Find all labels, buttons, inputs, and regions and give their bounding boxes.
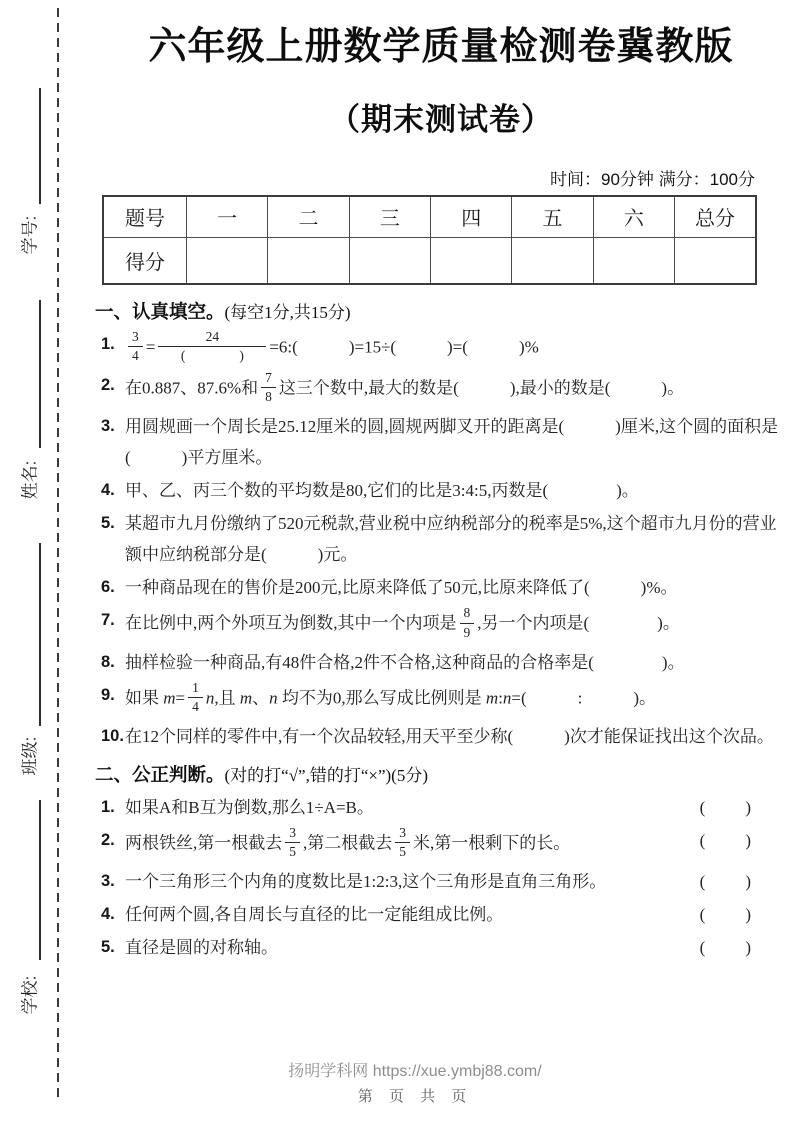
question-text-segment: 直径是圆的对称轴。 bbox=[125, 938, 278, 958]
fraction: $\frac{24}{( )}$ bbox=[158, 329, 266, 364]
question-text bbox=[125, 866, 690, 897]
question-text-segment: 在12个同样的零件中,有一个次品较轻,用天平至少称( )次才能保证找出这个次品。 bbox=[125, 727, 774, 747]
question-row bbox=[101, 825, 787, 864]
fraction: $\frac{8}{9}$ bbox=[460, 605, 475, 640]
question-row bbox=[101, 721, 787, 752]
question-text-segment: m bbox=[485, 688, 499, 708]
question-text-segment: = bbox=[175, 688, 186, 708]
question-number: 5. bbox=[101, 514, 115, 533]
page-footer bbox=[95, 1058, 735, 1106]
question-text-segment: 任何两个圆,各自周长与直径的比一定能组成比例。 bbox=[125, 905, 504, 925]
question-text-segment: = bbox=[145, 337, 156, 357]
question-text-segment: n bbox=[502, 688, 512, 708]
question-row bbox=[101, 792, 787, 823]
school-write-line bbox=[39, 800, 41, 960]
score-table-header-cell: 题号 bbox=[103, 196, 187, 238]
question-text-segment: 均不为0,那么写成比例则是 bbox=[277, 688, 486, 708]
score-table-block bbox=[102, 165, 757, 285]
exam-time-score-info: 时间：90分钟 满分：100分 bbox=[550, 169, 755, 189]
student-number-write-line bbox=[39, 88, 41, 204]
question-number: 9. bbox=[101, 685, 115, 704]
question-text-segment: ,且 bbox=[214, 688, 240, 708]
score-table bbox=[102, 195, 757, 285]
question-text bbox=[125, 825, 690, 864]
question-sections bbox=[95, 299, 787, 964]
question-number: 1. bbox=[101, 797, 115, 816]
question-text-segment: 在0.887、87.6%和 bbox=[125, 378, 259, 398]
question-number: 6. bbox=[101, 578, 115, 597]
question-row bbox=[101, 411, 787, 473]
answer-bracket: ( ) bbox=[699, 830, 753, 850]
question-text-segment: ,第二根截去 bbox=[303, 833, 393, 853]
score-cell-empty bbox=[187, 237, 268, 284]
question-row bbox=[101, 475, 787, 506]
section-heading-note: (每空1分,共15分) bbox=[224, 302, 351, 322]
score-cell-empty bbox=[593, 237, 674, 284]
question-text-segment: =6:( )=15÷( )=( )% bbox=[269, 337, 539, 357]
question-number: 4. bbox=[101, 905, 115, 924]
question-text-segment: 一种商品现在的售价是200元,比原来降低了50元,比原来降低了( )%。 bbox=[125, 578, 678, 598]
score-table-header-cell: 总分 bbox=[675, 196, 756, 238]
question-text-segment: 米,第一根剩下的长。 bbox=[413, 833, 571, 853]
question-number: 10. bbox=[101, 727, 124, 746]
question-text-segment: 用圆规画一个周长是25.12厘米的圆,圆规两脚叉开的距离是( )厘米,这个圆的面积是( )平方厘米。 bbox=[125, 417, 779, 468]
question-row bbox=[101, 680, 787, 719]
question-row bbox=[101, 899, 787, 930]
question-text-segment: 这三个数中,最大的数是( ),最小的数是( )。 bbox=[278, 378, 685, 398]
question-text-segment: 甲、乙、丙三个数的平均数是80,它们的比是3:4:5,丙数是( )。 bbox=[125, 481, 639, 501]
score-cell-empty bbox=[675, 237, 756, 284]
question-text bbox=[125, 932, 690, 963]
question-number: 7. bbox=[101, 611, 115, 630]
score-table-header-cell: 五 bbox=[512, 196, 593, 238]
question-number: 8. bbox=[101, 652, 115, 671]
question-text-segment: =( : )。 bbox=[511, 688, 657, 708]
answer-bracket: ( ) bbox=[699, 872, 753, 892]
question-row bbox=[101, 932, 787, 963]
score-table-header-cell: 二 bbox=[268, 196, 349, 238]
question-text-segment: 、 bbox=[252, 688, 270, 708]
score-cell-empty bbox=[268, 237, 349, 284]
question-text bbox=[125, 605, 787, 644]
fold-dashed-line bbox=[57, 8, 59, 1098]
page-title: 六年级上册数学质量检测卷冀教版 bbox=[148, 26, 734, 68]
question-text bbox=[125, 572, 787, 603]
score-row-label: 得分 bbox=[103, 237, 187, 284]
question-row bbox=[101, 370, 787, 409]
question-number: 3. bbox=[101, 872, 115, 891]
fraction: $\frac{1}{4}$ bbox=[188, 680, 203, 715]
score-table-header-cell: 四 bbox=[431, 196, 512, 238]
question-text-segment: 在比例中,两个外项互为倒数,其中一个内项是 bbox=[125, 613, 457, 633]
footer-page-numbers: 第 页 共 页 bbox=[357, 1088, 473, 1105]
question-number: 2. bbox=[101, 830, 115, 849]
question-number: 2. bbox=[101, 375, 115, 394]
score-cell-empty bbox=[431, 237, 512, 284]
score-table-header-cell: 一 bbox=[187, 196, 268, 238]
question-row bbox=[101, 647, 787, 678]
name-write-line bbox=[39, 300, 41, 448]
question-text bbox=[125, 370, 787, 409]
name-label: 姓名: bbox=[20, 460, 40, 500]
question-text-segment: 如果 bbox=[125, 688, 164, 708]
question-text-segment: n bbox=[269, 688, 278, 708]
question-text bbox=[125, 647, 787, 678]
question-text bbox=[125, 899, 690, 930]
score-cell-empty bbox=[512, 237, 593, 284]
class-label: 班级: bbox=[20, 736, 40, 776]
answer-bracket: ( ) bbox=[699, 797, 753, 817]
question-row bbox=[101, 329, 787, 368]
question-number: 3. bbox=[101, 417, 115, 436]
fraction: $\frac{7}{8}$ bbox=[261, 370, 276, 405]
question-text-segment: 如果A和B互为倒数,那么1÷A=B。 bbox=[125, 797, 374, 817]
question-text bbox=[125, 721, 787, 752]
paper-content bbox=[95, 0, 787, 965]
footer-site-url: 扬明学科网 https://xue.ymbj88.com/ bbox=[288, 1063, 542, 1080]
question-text-segment: 某超市九月份缴纳了520元税款,营业税中应纳税部分的税率是5%,这个超市九月份的营业额中应纳税部分是( )元。 bbox=[125, 514, 777, 565]
fraction: $\frac{3}{5}$ bbox=[395, 825, 410, 860]
score-cell-empty bbox=[349, 237, 430, 284]
question-text-segment: 抽样检验一种商品,有48件合格,2件不合格,这种商品的合格率是( )。 bbox=[125, 652, 685, 672]
question-text-segment: ,另一个内项是( )。 bbox=[477, 613, 680, 633]
question-text-segment: 两根铁丝,第一根截去 bbox=[125, 833, 283, 853]
section-heading-title: 一、认真填空。 bbox=[95, 300, 225, 322]
page-subtitle: （期末测试卷） bbox=[329, 101, 553, 137]
question-number: 1. bbox=[101, 334, 115, 353]
question-text-segment: m bbox=[239, 688, 253, 708]
question-text bbox=[125, 411, 787, 473]
question-text bbox=[125, 680, 787, 719]
question-text-segment: m bbox=[163, 688, 176, 708]
section-heading-fill-blanks bbox=[95, 299, 787, 325]
question-row bbox=[101, 572, 787, 603]
class-write-line bbox=[39, 543, 41, 726]
question-row bbox=[101, 605, 787, 644]
question-text-segment: n bbox=[205, 688, 215, 708]
score-table-score-row bbox=[103, 237, 756, 284]
school-label: 学校: bbox=[20, 975, 40, 1015]
fraction: $\frac{3}{5}$ bbox=[285, 825, 300, 860]
section-heading-judge bbox=[95, 762, 787, 788]
question-number: 4. bbox=[101, 481, 115, 500]
question-text bbox=[125, 475, 787, 506]
binding-margin bbox=[0, 0, 95, 1122]
answer-bracket: ( ) bbox=[699, 905, 753, 925]
section-heading-note: (对的打“√”,错的打“×”)(5分) bbox=[224, 766, 429, 786]
question-text-segment: 一个三角形三个内角的度数比是1:2:3,这个三角形是直角三角形。 bbox=[125, 872, 607, 892]
score-table-header-cell: 三 bbox=[349, 196, 430, 238]
fraction: $\frac{3}{4}$ bbox=[128, 329, 143, 364]
student-number-label: 学号: bbox=[20, 215, 40, 255]
question-text bbox=[125, 792, 690, 823]
question-text bbox=[125, 329, 787, 368]
score-table-header-row bbox=[103, 196, 756, 238]
question-number: 5. bbox=[101, 938, 115, 957]
question-row bbox=[101, 866, 787, 897]
question-text-segment: : bbox=[498, 688, 503, 708]
question-text bbox=[125, 508, 787, 570]
answer-bracket: ( ) bbox=[699, 938, 753, 958]
section-heading-title: 二、公正判断。 bbox=[95, 764, 225, 786]
question-row bbox=[101, 508, 787, 570]
score-table-header-cell: 六 bbox=[593, 196, 674, 238]
